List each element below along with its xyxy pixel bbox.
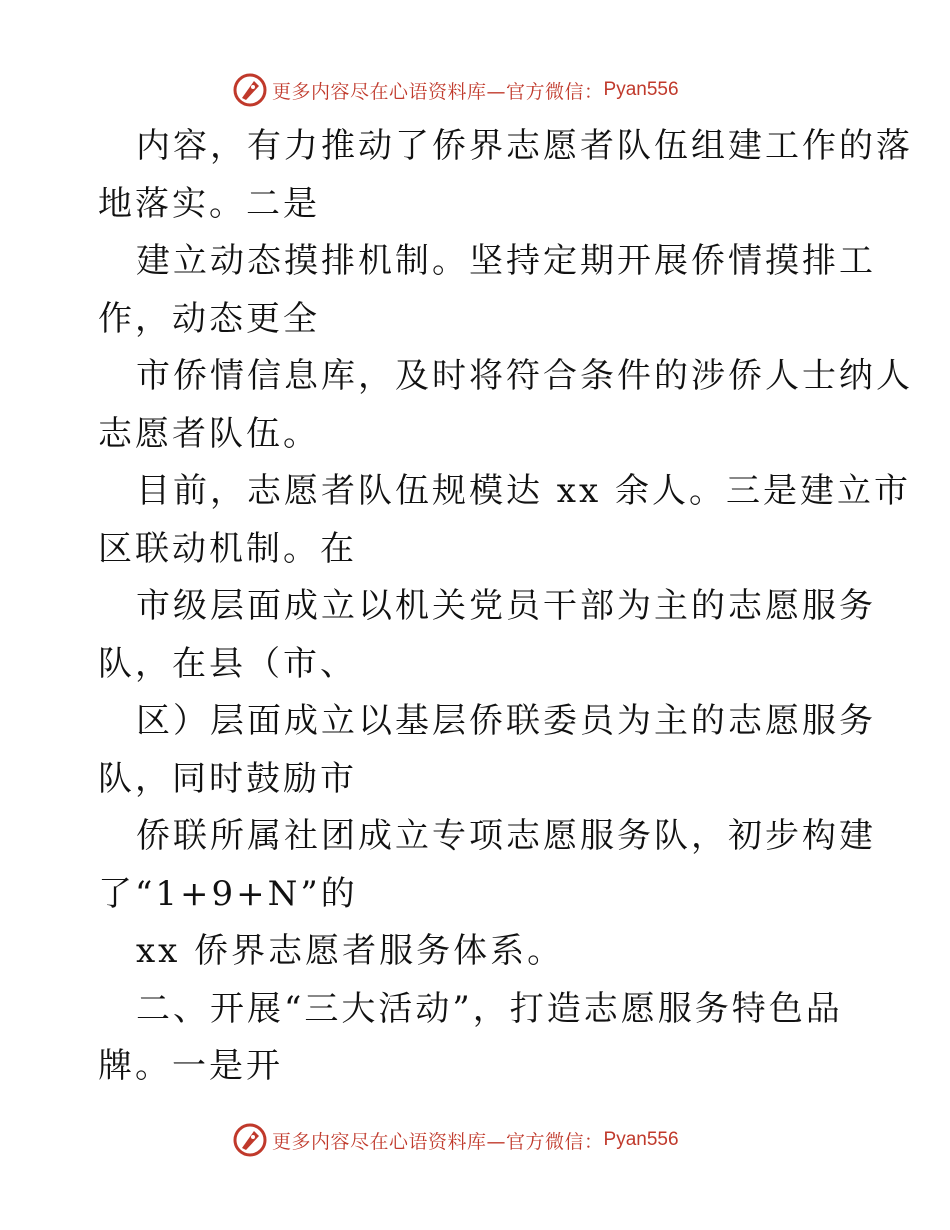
- paragraph-3-line-2: 志愿者队伍。: [98, 413, 320, 454]
- paragraph-9-line-1: 二、开展“三大活动”，打造志愿服务特色品: [136, 988, 843, 1029]
- paragraph-5-line-2: 队，在县（市、: [98, 643, 357, 684]
- paragraph-5-line-1: 市级层面成立以机关党员干部为主的志愿服务: [136, 586, 876, 626]
- pen-nib-logo-icon: [232, 1122, 268, 1158]
- paragraph-4-line-2: 区联动机制。在: [98, 528, 357, 569]
- paragraph-8-line-1: xx 侨界志愿者服务体系。: [136, 931, 565, 971]
- watermark-text: 更多内容尽在心语资料库—官方微信：: [272, 1130, 604, 1153]
- paragraph-6-line-2: 队，同时鼓励市: [98, 758, 357, 799]
- watermark-id: Pyan556: [603, 1129, 679, 1150]
- paragraph-3-line-1: 市侨情信息库，及时将符合条件的涉侨人士纳人: [136, 356, 913, 396]
- paragraph-1-line-2: 地落实。二是: [98, 183, 320, 224]
- paragraph-7-line-1: 侨联所属社团成立专项志愿服务队，初步构建: [136, 816, 876, 856]
- paragraph-9-line-2: 牌。一是开: [98, 1046, 283, 1086]
- watermark-id: Pyan556: [603, 79, 679, 100]
- header-watermark: [232, 72, 679, 108]
- paragraph-4-line-1: 目前，志愿者队伍规模达 xx 余人。三是建立市: [136, 471, 911, 511]
- paragraph-2-line-2: 作，动态更全: [98, 298, 320, 339]
- paragraph-1-line-1: 内容，有力推动了侨界志愿者队伍组建工作的落: [136, 126, 913, 166]
- paragraph-2-line-1: 建立动态摸排机制。坚持定期开展侨情摸排工: [136, 241, 876, 281]
- watermark-text: 更多内容尽在心语资料库—官方微信：: [272, 80, 604, 103]
- paragraph-7-line-2: 了“1+9+N”的: [98, 873, 358, 914]
- pen-nib-logo-icon: [232, 72, 268, 108]
- footer-watermark: [232, 1122, 679, 1158]
- paragraph-6-line-1: 区）层面成立以基层侨联委员为主的志愿服务: [136, 701, 876, 741]
- document-body: [98, 118, 913, 1096]
